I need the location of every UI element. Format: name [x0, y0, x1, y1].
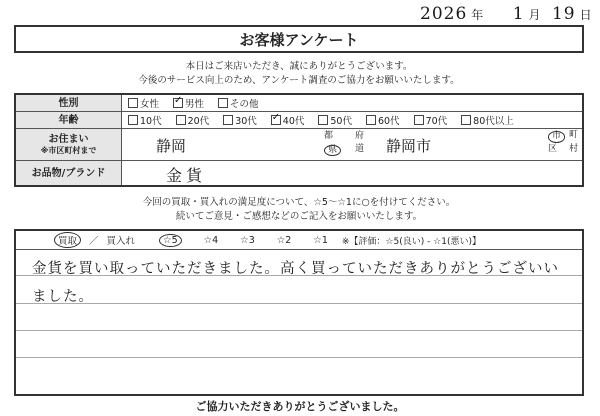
item-label: お品物/ブランド: [16, 161, 122, 185]
intro-line: 今後のサービス向上のため、アンケート調査のご協力をお願いいたします。: [138, 75, 460, 86]
gender-option-female[interactable]: 女性: [128, 96, 159, 110]
item-row: [16, 161, 582, 185]
checkbox[interactable]: [461, 115, 471, 125]
city-value[interactable]: 静岡市: [386, 137, 432, 155]
age-option-selected[interactable]: ✓ 40代: [271, 113, 305, 127]
age-option[interactable]: 10代: [128, 113, 162, 127]
rating-star[interactable]: ☆2: [276, 234, 292, 246]
checkbox[interactable]: [128, 115, 138, 125]
city-unit-selected[interactable]: 市: [548, 131, 565, 143]
checkbox[interactable]: [414, 115, 424, 125]
city-unit: 市 町 区 村: [548, 130, 578, 154]
comment-line[interactable]: 金貨を買い取っていただきました。高く買っていただきありがとうございい: [32, 261, 559, 277]
prefecture-value[interactable]: 静岡: [156, 137, 187, 155]
age-option[interactable]: 20代: [176, 113, 210, 127]
ruled-line: [16, 330, 582, 331]
intro-text: [14, 60, 584, 88]
date-year-label: 年: [471, 8, 485, 22]
checkbox-checked[interactable]: [173, 98, 183, 108]
rating-legend: ※【評価：☆5(良い) - ☆1(悪い)】: [341, 236, 482, 247]
comment-line[interactable]: ました。: [32, 289, 94, 305]
checkbox-checked[interactable]: [271, 115, 281, 125]
rating-star[interactable]: ☆4: [203, 234, 219, 246]
date-year: 2026: [420, 4, 468, 24]
age-option[interactable]: 30代: [223, 113, 257, 127]
checkbox[interactable]: [366, 115, 376, 125]
survey-date: [420, 4, 597, 24]
rating-star-selected[interactable]: ☆5: [159, 234, 182, 247]
gender-option-other[interactable]: その他: [218, 96, 259, 110]
checkbox[interactable]: [318, 115, 328, 125]
age-option[interactable]: 60代: [366, 113, 400, 127]
checkbox[interactable]: [223, 115, 233, 125]
rating-star[interactable]: ☆1: [313, 234, 328, 246]
customer-info-form: [14, 93, 584, 187]
prefecture-unit-selected[interactable]: 県: [324, 145, 341, 157]
survey-title: お客様アンケート: [14, 25, 584, 53]
address-row: [16, 129, 582, 161]
ruled-line: [16, 357, 582, 358]
item-value[interactable]: 金貨: [166, 166, 207, 185]
gender-row: [16, 95, 582, 112]
rating-row: 買取 ／ 買入れ ☆5 ☆4 ☆3 ☆2 ☆1 ※【評価：☆5(良い) - ☆1(悪い)】: [16, 231, 582, 250]
date-month: 1: [512, 4, 525, 24]
age-label: 年齢: [16, 112, 122, 128]
address-sub-label: ※市区町村まで: [40, 145, 97, 155]
intro-line: 本日はご来店いただき、誠にありがとうございます。: [185, 61, 413, 72]
age-option[interactable]: 70代: [414, 113, 448, 127]
checkbox[interactable]: [128, 98, 138, 108]
age-options: [128, 112, 528, 128]
type-option[interactable]: 買入れ: [106, 236, 136, 247]
prefecture-unit: 都 府 県 道: [324, 131, 364, 155]
address-label: お住まい ※市区町村まで: [16, 129, 122, 160]
age-row: [16, 112, 582, 129]
gender-options: [128, 95, 273, 111]
date-month-label: 月: [528, 8, 542, 22]
type-option-selected[interactable]: 買取: [54, 232, 81, 248]
feedback-instructions: 今回の買取・買入れの満足度について、☆5～☆1に○を付けてください。 続いてご意見・ご感想などのご記入をお願いいたします。: [142, 197, 456, 222]
rating-star[interactable]: ☆3: [240, 234, 255, 246]
gender-label: 性別: [16, 95, 122, 111]
ruled-line: [16, 303, 582, 304]
gender-option-male[interactable]: ✓ 男性: [173, 96, 204, 110]
checkbox[interactable]: [218, 98, 228, 108]
date-day-label: 日: [579, 8, 593, 22]
age-option[interactable]: 50代: [318, 113, 352, 127]
date-day: 19: [551, 4, 576, 24]
thanks-text: ご協力いただきありがとうございました。: [195, 400, 405, 413]
age-option[interactable]: 80代以上: [461, 113, 514, 127]
feedback-section: [14, 229, 584, 396]
checkbox[interactable]: [176, 115, 186, 125]
